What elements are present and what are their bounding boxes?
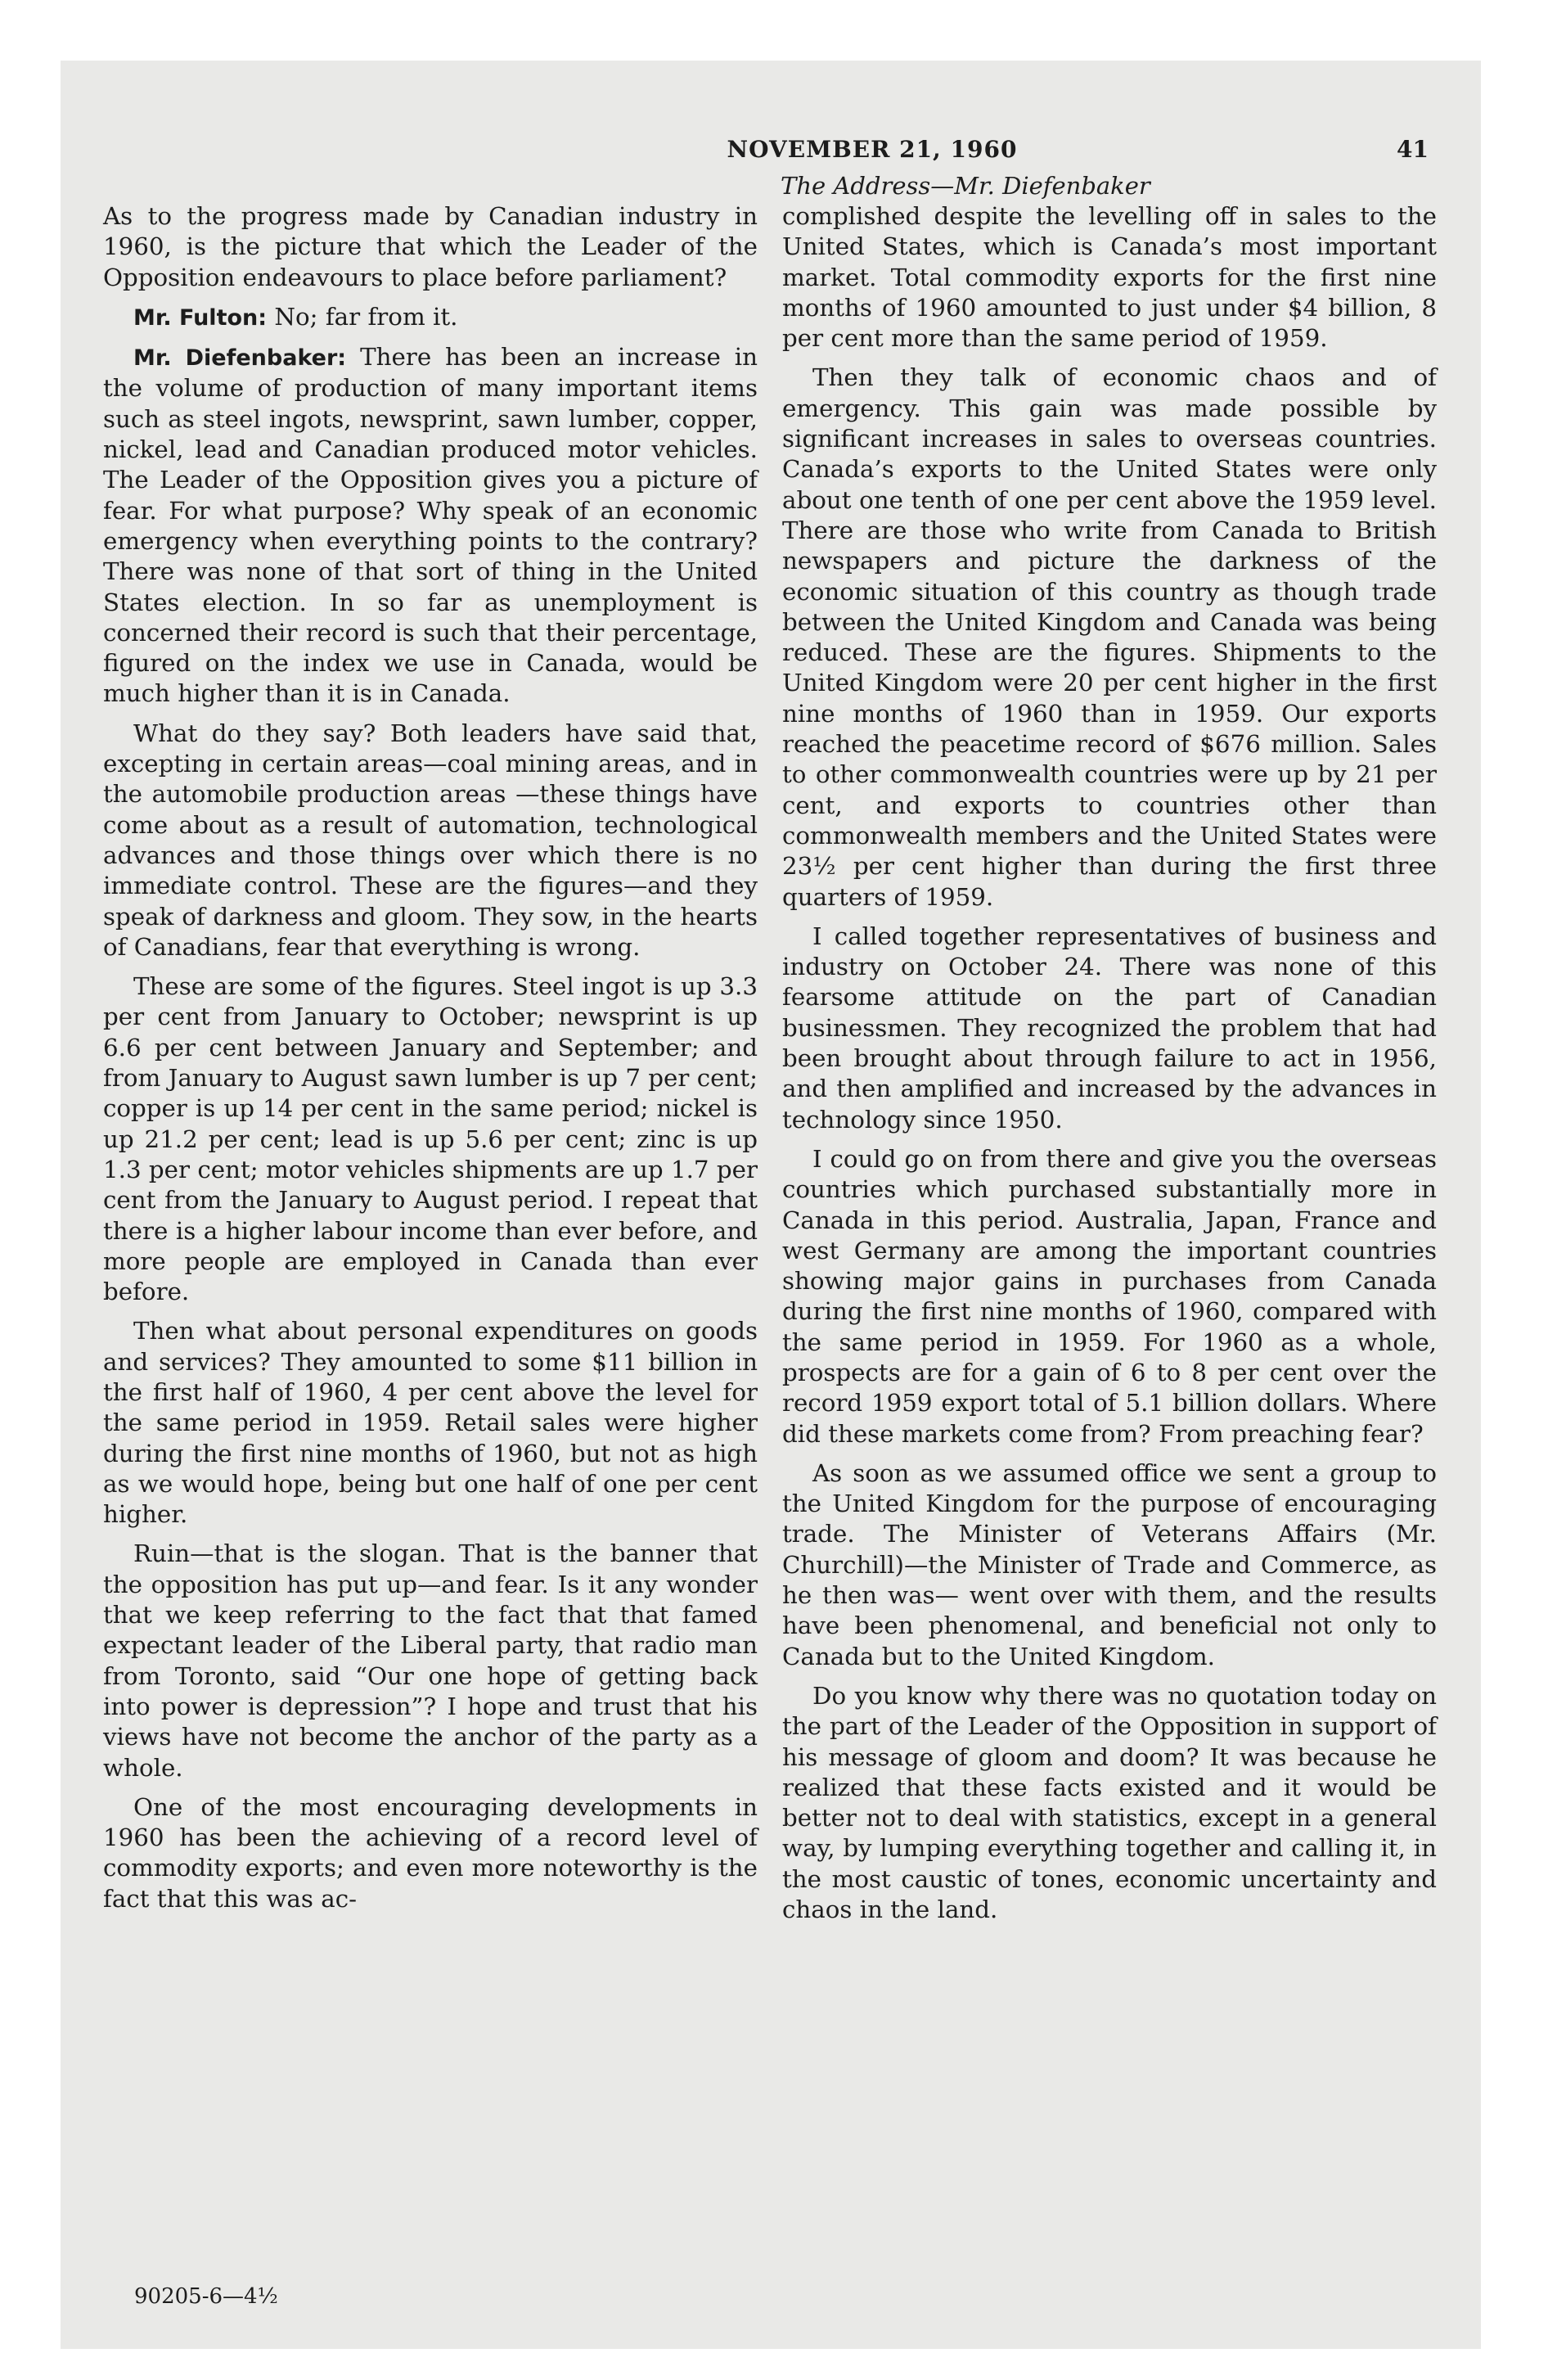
document-page [61, 61, 1481, 2349]
paragraph [103, 342, 758, 710]
paragraph-text: As to the progress made by Canadian industry in 1960, is the picture that which the Leader of the Opposition endeavours to place before parliament? [103, 202, 758, 291]
paragraph-text: As soon as we assumed office we sent a group to the United Kingdom for the purpose of encouraging trade. The Minister of Veterans Affairs (Mr. Churchill)—the Minister of Trade and Commerce, as he then was— went over with them, and the results have been phenomenal, and beneficial not only to Canada but to the United Kingdom. [782, 1458, 1437, 1670]
paragraph-text: complished despite the levelling off in sales to the United States, which is Canada’s most important market. Total commodity exports for the first nine months of 1960 amounted to just under $4 billion, 8 per cent more than the same period of 1959. [782, 202, 1437, 353]
paragraph-text: One of the most encouraging developments in 1960 has been the achieving of a record level of commodity exports; and even more noteworthy is the fact that this was ac- [103, 1792, 758, 1913]
paragraph-text: What do they say? Both leaders have said that, excepting in certain areas—coal mining areas, and in the automobile production areas —these things have come about as a result of automation, technological advances and those things over which there is no immediate control. These are the figures—and they speak of darkness and gloom. They sow, in the hearts of Canadians, fear that everything is wrong. [103, 719, 758, 961]
page-number: 41 [1397, 136, 1429, 163]
paragraph-text: Ruin—that is the slogan. That is the banner that the opposition has put up—and fear. Is it any wonder that we keep referring to the fact that that famed expectant leader of the Liberal party, that radio man from Toronto, said “Our one hope of getting back into power is depression”? I hope and trust that his views have not become the anchor of the party as a whole. [103, 1539, 758, 1782]
paragraph-text: Then they talk of economic chaos and of emergency. This gain was made possible by significant increases in sales to overseas countries. Canada’s exports to the United States were only about one tenth of one per cent above the 1959 level. There are those who write from Canada to British newspapers and picture the darkness of the economic situation of this country as though trade between the United Kingdom and Canada was being reduced. These are the figures. Shipments to the United Kingdom were 20 per cent higher in the first nine months of 1960 than in 1959. Our exports reached the peacetime record of $676 million. Sales to other commonwealth countries were up by 21 per cent, and exports to countries other than commonwealth members and the United States were 23½ per cent higher than during the first three quarters of 1959. [782, 363, 1437, 911]
paragraph-text: There has been an increase in the volume of production of many important items such as steel ingots, newsprint, sawn lumber, copper, nickel, lead and Canadian produced motor vehicles. The Leader of the Opposition gives you a picture of fear. For what purpose? Why speak of an economic emergency when everything points to the contrary? There was none of that sort of thing in the United States election. In so far as unemployment is concerned their record is such that their percentage, figured on the index we use in Canada, would be much higher than it is in Canada. [103, 343, 758, 708]
left-column [103, 201, 758, 1923]
paragraph [782, 1144, 1437, 1449]
paragraph [782, 1681, 1437, 1925]
paragraph [782, 1458, 1437, 1672]
footer-printer-code: 90205-6—4½ [134, 2284, 278, 2309]
paragraph [103, 719, 758, 962]
paragraph-text: I could go on from there and give you the overseas countries which purchased substantially more in Canada in this period. Australia, Japan, France and west Germany are among the important countries showing major gains in purchases from Canada during the first nine months of 1960, compared with the same period in 1959. For 1960 as a whole, prospects are for a gain of 6 to 8 per cent over the record 1959 export total of 5.1 billion dollars. Where did these markets come from? From preaching fear? [782, 1144, 1437, 1448]
paragraph [782, 922, 1437, 1135]
paragraph [103, 971, 758, 1307]
speaker-name: Mr. Fulton: [133, 304, 268, 331]
page-header-date: NOVEMBER 21, 1960 [727, 136, 1018, 163]
paragraph-text: No; far from it. [274, 302, 458, 331]
paragraph-text: These are some of the figures. Steel ingot is up 3.3 per cent from January to October; newsprint is up 6.6 per cent between January and September; and from January to August sawn lumber is up 7 per cent; copper is up 14 per cent in the same period; nickel is up 21.2 per cent; lead is up 5.6 per cent; zinc is up 1.3 per cent; motor vehicles shipments are up 1.7 per cent from the January to August period. I repeat that there is a higher labour income than ever before, and more people are employed in Canada than ever before. [103, 972, 758, 1306]
paragraph [103, 1316, 758, 1530]
speaker-name: Mr. Diefenbaker: [133, 345, 347, 372]
paragraph [782, 201, 1437, 354]
paragraph [103, 302, 758, 333]
paragraph [103, 1539, 758, 1783]
paragraph [782, 363, 1437, 912]
paragraph [103, 1792, 758, 1914]
paragraph-text: Do you know why there was no quotation today on the part of the Leader of the Opposition in support of his message of gloom and doom? It was because he realized that these facts existed and it would be better not to deal with statistics, except in a general way, by lumping everything together and calling it, in the most caustic of tones, economic uncertainty and chaos in the land. [782, 1681, 1437, 1924]
paragraph [103, 201, 758, 293]
right-column [782, 201, 1437, 1934]
paragraph-text: Then what about personal expenditures on goods and services? They amounted to some $11 billion in the first half of 1960, 4 per cent above the level for the same period in 1959. Retail sales were higher during the first nine months of 1960, but not as high as we would hope, being but one half of one per cent higher. [103, 1317, 758, 1529]
running-title: The Address—Mr. Diefenbaker [781, 172, 1150, 200]
paragraph-text: I called together representatives of business and industry on October 24. There was none of this fearsome attitude on the part of Canadian businessmen. They recognized the problem that had been brought about through failure to act in 1956, and then amplified and increased by the advances in technology since 1950. [782, 922, 1437, 1134]
